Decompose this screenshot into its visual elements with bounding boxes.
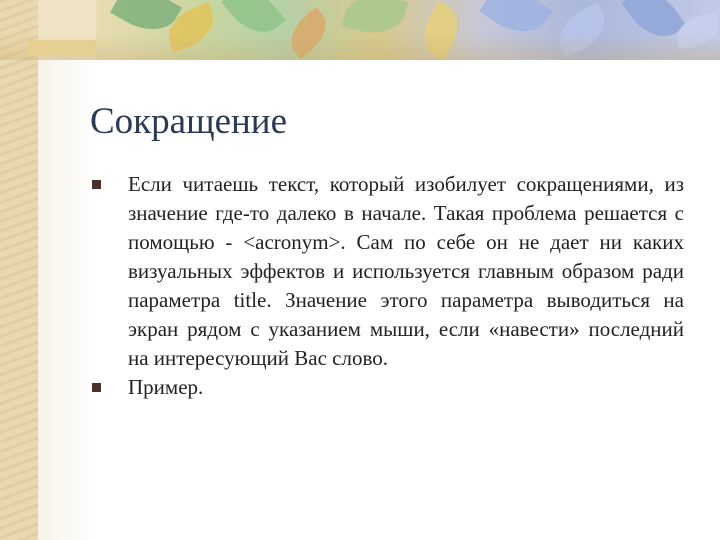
bullet-item-description	[90, 170, 684, 373]
bullet-list	[90, 170, 684, 402]
square-bullet-icon	[92, 383, 101, 392]
left-decorative-strip	[0, 0, 38, 540]
bullet-text: Пример.	[128, 375, 204, 399]
bullet-text: Если читаешь текст, который изобилует сокращениями, из значение где-то далеко в начале. Такая проблема решается с помощью - <acronym>. Сам по себе он не дает ни каких визуальных эффектов и используется главным образом ради параметра title. Значение этого параметра выводиться на экран рядом с указанием мыши, если «навести» последний на интересующий Вас слово.	[128, 172, 684, 370]
slide-title: Сокращение	[90, 101, 288, 142]
bullet-item-example	[90, 373, 684, 402]
square-bullet-icon	[92, 180, 101, 189]
banner-corner-accent	[28, 40, 96, 56]
banner-lower-strip	[0, 34, 720, 60]
